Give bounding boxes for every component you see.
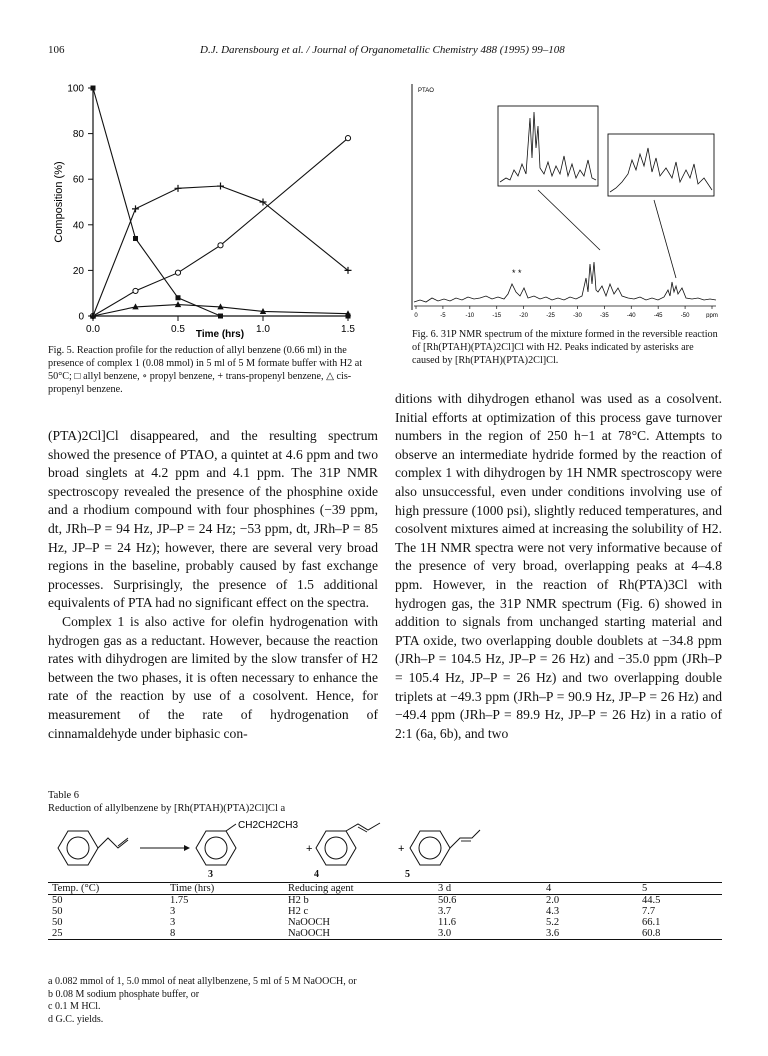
cell: 50.6 — [438, 895, 457, 906]
series-line — [93, 186, 348, 316]
cell: H2 c — [288, 906, 309, 917]
inset-right-pointer — [654, 200, 676, 278]
ppm-tick-label: -5 — [440, 313, 446, 318]
table-row — [48, 906, 722, 917]
cell: NaOOCH — [288, 917, 330, 928]
page-number: 106 — [48, 44, 65, 56]
cell: 3 — [170, 906, 176, 917]
figure-6-caption: Fig. 6. 31P NMR spectrum of the mixture formed in the reversible reaction of [Rh(PTAH)(PTA)2Cl]Cl with H2. Peaks indicated by asterisks are caused by [Rh(PTAH)(PTA)2Cl]Cl. — [412, 329, 718, 366]
figure-6-nmr-spectrum — [410, 78, 722, 318]
inset-left-pointer — [538, 190, 600, 250]
x-tick-label: 1.5 — [341, 324, 355, 335]
figure-5-chart — [48, 78, 378, 340]
x-tick-label: 0.0 — [86, 324, 100, 335]
ppm-tick-label: -40 — [626, 313, 636, 318]
col-5: 5 — [642, 883, 648, 894]
col-reducing-agent: Reducing agent — [288, 883, 354, 894]
inset-left-trace — [500, 112, 596, 182]
table-row — [48, 928, 722, 940]
ppm-tick-label: -20 — [519, 313, 528, 318]
figure-5-caption: Fig. 5. Reaction profile for the reduction of allyl benzene (0.66 ml) in the presence of complex 1 (0.08 mmol) in 5 ml of 5 M formate buffer with H2 at 50°C; □ allyl benzene, ∘ propyl benzene, + trans-propenyl benzene, △ cis-propenyl benzene. — [48, 345, 363, 395]
data-point — [91, 86, 96, 91]
x-axis-label: Time (hrs) — [195, 329, 245, 340]
cis-propenylbenzene-structure — [410, 830, 480, 865]
ppm-tick-label: ppm — [706, 313, 718, 318]
col-3: 3 d — [438, 883, 452, 894]
table-label: Table 6 — [48, 790, 80, 801]
data-point — [175, 270, 180, 275]
cell: 2.0 — [546, 895, 560, 906]
table-row — [48, 917, 722, 928]
data-point — [217, 183, 224, 190]
reaction-scheme — [44, 818, 644, 870]
footnote-d: d G.C. yields. — [48, 1013, 104, 1025]
body-column-right — [395, 390, 722, 743]
y-tick-label: 0 — [78, 311, 84, 323]
cell: 25 — [52, 928, 63, 939]
plus-sign: + — [306, 843, 313, 855]
data-point — [218, 314, 223, 319]
cell: 50 — [52, 895, 63, 906]
y-ticks — [67, 84, 93, 323]
y-axis-label: Composition (%) — [53, 161, 65, 243]
body-column-left — [48, 427, 378, 743]
ppm-tick-label: -45 — [653, 313, 663, 318]
data-series — [90, 86, 352, 320]
cell: 4.3 — [546, 906, 560, 917]
table-row — [48, 895, 722, 907]
cell: 3 — [170, 917, 176, 928]
ptao-label: PTAO — [418, 88, 434, 94]
y-tick-label: 20 — [72, 265, 84, 277]
cell: 44.5 — [642, 895, 661, 906]
plus-sign: + — [398, 843, 405, 855]
table-footnotes — [48, 976, 722, 1026]
data-point — [132, 205, 139, 212]
cell: 60.8 — [642, 928, 661, 939]
scheme-label-4: 4 — [314, 869, 319, 880]
ppm-tick-label: -35 — [600, 313, 609, 318]
data-table — [48, 882, 722, 940]
x-tick-label: 0.5 — [171, 324, 185, 335]
footnote-b: b 0.08 M sodium phosphate buffer, or — [48, 988, 200, 1000]
data-point — [218, 243, 223, 248]
running-title: D.J. Darensbourg et al. / Journal of Organometallic Chemistry 488 (1995) 99–108 — [200, 44, 565, 56]
propyl-substituent: CH2CH2CH3 — [238, 820, 299, 831]
y-tick-label: 60 — [72, 174, 84, 186]
cell: 50 — [52, 906, 63, 917]
ppm-tick-label: -30 — [573, 313, 582, 318]
table-title: Reduction of allylbenzene by [Rh(PTAH)(PTA)2Cl]Cl a — [48, 803, 286, 814]
ppm-ticks — [414, 306, 718, 318]
cell: H2 b — [288, 895, 309, 906]
ppm-tick-label: 0 — [414, 313, 418, 318]
table-header-row — [48, 883, 722, 895]
asterisk-marks: * * — [512, 268, 522, 278]
scheme-label-5: 5 — [405, 869, 410, 880]
y-tick-label: 40 — [72, 220, 84, 232]
left-paragraph-1: (PTA)2Cl]Cl disappeared, and the resulting spectrum showed the presence of PTAO, a quintet at 4.6 ppm and two broad singlets at 4.2 ppm and 4.1 ppm. The 31P NMR spectroscopy revealed the presence of the phosphine oxide and a rhodium compound with four phosphines (−39 ppm, dt, JRh–P = 94 Hz, JP–P = 24 Hz; −53 ppm, dt, JRh–P = 85 Hz, JP–P = 24 Hz); however, there are several very broad regions in the baseline, probably caused by fast exchange processes. Surprisingly, the presence of 1.5 additional equivalents of PTA had no significant effect on the spectra. — [48, 428, 378, 611]
data-point — [175, 185, 182, 192]
cell: NaOOCH — [288, 928, 330, 939]
ppm-tick-label: -50 — [680, 313, 690, 318]
cell: 66.1 — [642, 917, 661, 928]
series-line — [93, 88, 348, 316]
cell: 3.7 — [438, 906, 452, 917]
ppm-tick-label: -25 — [546, 313, 555, 318]
data-point — [133, 236, 138, 241]
propylbenzene-structure — [196, 820, 298, 865]
data-point — [133, 288, 138, 293]
series-line — [93, 138, 348, 316]
inset-right-trace — [610, 148, 712, 192]
propenylbenzene-structure — [316, 823, 380, 865]
cell: 1.75 — [170, 895, 189, 906]
scheme-label-3: 3 — [208, 869, 213, 880]
ppm-tick-label: -10 — [465, 313, 475, 318]
cell: 3.6 — [546, 928, 560, 939]
cell: 50 — [52, 917, 63, 928]
allylbenzene-structure — [58, 831, 128, 865]
col-time: Time (hrs) — [170, 883, 215, 894]
right-paragraph-1: ditions with dihydrogen ethanol was used as a cosolvent. Initial efforts at optimization of this process gave turnover numbers in the region of 250 h−1 at 78°C. Attempts to observe an intermediate hydride formed by the reaction of complex 1 with dihydrogen by 1H NMR spectroscopy were also unsuccessful, even under conditions involving use of high pressure (1000 psi), slightly reduced temperatures, and cosolvent mixtures aimed at increasing the solubility of H2. The 1H NMR spectra were not very informative because of the presence of very broad, overlapping peaks at 4–4.8 ppm. However, in the reaction of Rh(PTA)3Cl with hydrogen gas, the 31P NMR spectrum (Fig. 6) showed in addition to signals from unchanged starting material and PTA oxide, two overlapping double doublets at −34.8 ppm (JRh–P = 104.5 Hz, JP–P = 26 Hz) and −35.0 ppm (JRh–P = 105.4 Hz, JP–P = 26 Hz) and two overlapping double triplets at −49.3 ppm (JRh–P = 90.9 Hz, JP–P = 26 Hz) and −49.4 ppm (JRh–P = 89.9 Hz, JP–P = 26 Hz) in a ratio of 2:1 (6a, 6b), and two — [395, 391, 722, 741]
cell: 7.7 — [642, 906, 656, 917]
left-paragraph-2: Complex 1 is also active for olefin hydrogenation with hydrogen gas as a reductant. However, because the reaction rates with dihydrogen are limited by the slow transfer of H2 between the two phases, it is often necessary to enhance the rate of the reaction by use of a cosolvent. Hence, for measurement of the rate of hydrogenation of cinnamaldehyde under biphasic con- — [48, 613, 378, 741]
reaction-arrow — [140, 845, 190, 851]
footnote-c: c 0.1 M HCl. — [48, 1001, 101, 1012]
cell: 3.0 — [438, 928, 452, 939]
footnote-a: a 0.082 mmol of 1, 5.0 mmol of neat allylbenzene, 5 ml of 5 M NaOOCH, or — [48, 976, 357, 987]
main-spectrum-trace — [414, 262, 716, 302]
data-point — [345, 136, 350, 141]
col-4: 4 — [546, 883, 552, 894]
data-point — [175, 301, 181, 307]
col-temp: Temp. (°C) — [52, 883, 100, 894]
x-tick-label: 1.0 — [256, 324, 270, 335]
chart-axes — [93, 88, 348, 316]
ppm-tick-label: -15 — [492, 313, 502, 318]
y-tick-label: 80 — [72, 129, 84, 141]
cell: 5.2 — [546, 917, 560, 928]
cell: 8 — [170, 928, 176, 939]
inset-right — [608, 134, 714, 196]
cell: 11.6 — [438, 917, 456, 928]
data-point — [176, 295, 181, 300]
y-tick-label: 100 — [67, 83, 84, 95]
